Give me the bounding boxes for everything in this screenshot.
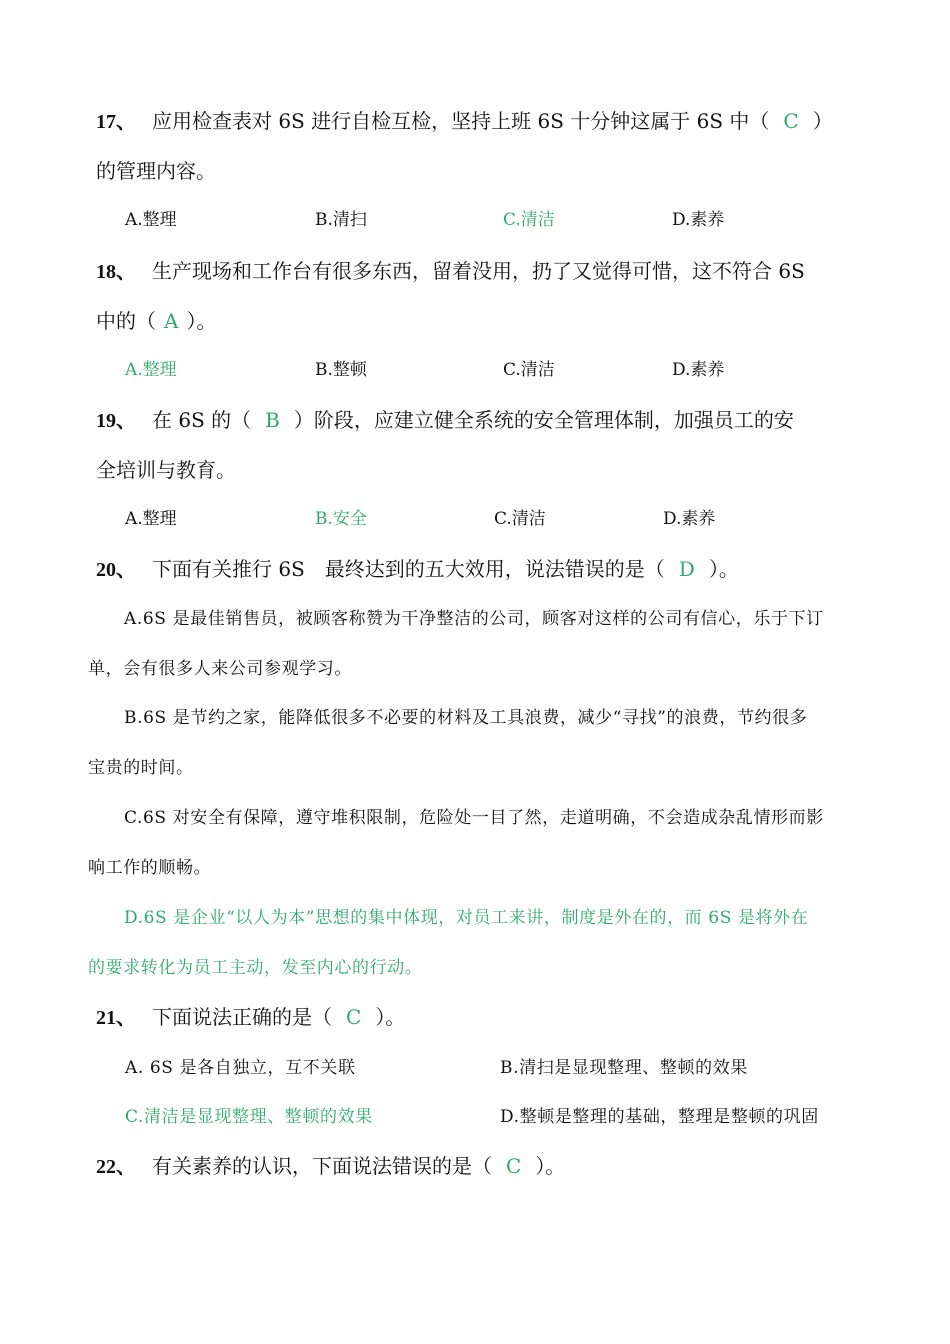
question-stem: 下面有关推行 6S 最终达到的五大效用，说法错误的是（ bbox=[152, 557, 665, 581]
option-d: D.素养 bbox=[663, 509, 716, 529]
option-d: D.素养 bbox=[672, 210, 725, 230]
question-stem: 下面说法正确的是（ bbox=[152, 1005, 332, 1029]
option-c: C.清洁 bbox=[503, 360, 555, 380]
option-c: C.清洁 bbox=[494, 509, 546, 529]
option-c-correct: C.清洁 bbox=[503, 210, 555, 230]
paragraph-line: 响工作的顺畅。 bbox=[88, 858, 212, 878]
option-d: D.素养 bbox=[672, 360, 725, 380]
question-number: 21、 bbox=[96, 1007, 136, 1029]
question-stem-end: ）。 bbox=[708, 557, 739, 581]
question-stem: 有关素养的认识，下面说法错误的是（ bbox=[152, 1154, 492, 1178]
answer-letter: C bbox=[346, 1005, 362, 1029]
paragraph-line: C.6S 对安全有保障，遵守堆积限制，危险处一目了然，走道明确，不会造成杂乱情形而影 bbox=[124, 808, 824, 828]
stem-part-end: ）。 bbox=[186, 309, 217, 333]
option-b: B.清扫 bbox=[315, 210, 367, 230]
question-stem: 在 6S 的（ bbox=[152, 408, 252, 432]
option-b-correct: B.安全 bbox=[315, 509, 367, 529]
option-a: A. 6S 是各自独立，互不关联 bbox=[125, 1058, 356, 1078]
question-21 bbox=[96, 992, 876, 1043]
question-stem: 生产现场和工作台有很多东西，留着没用，扔了又觉得可惜，这不符合 6S bbox=[152, 259, 805, 283]
question-20 bbox=[96, 544, 876, 595]
answer-letter: C bbox=[783, 109, 799, 133]
question-number: 18、 bbox=[96, 261, 136, 283]
question-number: 20、 bbox=[96, 559, 136, 581]
option-b: B.清扫是显现整理、整顿的效果 bbox=[500, 1058, 748, 1078]
answer-letter: B bbox=[265, 408, 280, 432]
question-stem-end: ） bbox=[812, 109, 833, 133]
option-c-correct: C.清洁是显现整理、整顿的效果 bbox=[125, 1107, 373, 1127]
question-17 bbox=[96, 96, 876, 183]
question-19 bbox=[96, 395, 876, 482]
option-d: D.整顿是整理的基础，整理是整顿的巩固 bbox=[500, 1107, 819, 1127]
question-stem-continued: 的管理内容。 bbox=[96, 159, 216, 183]
paragraph-line: D.6S 是企业“以人为本”思想的集中体现，对员工来讲，制度是外在的，而 6S 是将外在 bbox=[124, 908, 809, 928]
answer-letter: A bbox=[164, 309, 179, 333]
answer-letter: D bbox=[678, 557, 695, 581]
paragraph-line: 宝贵的时间。 bbox=[88, 758, 194, 778]
question-stem-continued: 全培训与教育。 bbox=[96, 458, 236, 482]
question-22 bbox=[96, 1141, 876, 1192]
question-number: 17、 bbox=[96, 111, 136, 133]
question-stem-end: ）。 bbox=[375, 1005, 406, 1029]
question-stem-continued bbox=[96, 296, 216, 346]
paragraph-line: A.6S 是最佳销售员，被顾客称赞为干净整洁的公司，顾客对这样的公司有信心，乐于下订 bbox=[124, 609, 824, 629]
answer-letter: C bbox=[506, 1154, 522, 1178]
question-number: 19、 bbox=[96, 410, 136, 432]
option-a: A.整理 bbox=[125, 210, 177, 230]
option-b: B.整顿 bbox=[315, 360, 367, 380]
question-stem-end: ）。 bbox=[535, 1154, 566, 1178]
question-18 bbox=[96, 246, 876, 333]
paragraph-line: B.6S 是节约之家，能降低很多不必要的材料及工具浪费，减少“寻找”的浪费，节约很多 bbox=[124, 708, 808, 728]
paragraph-line: 单，会有很多人来公司参观学习。 bbox=[88, 659, 352, 679]
option-a-correct: A.整理 bbox=[125, 360, 177, 380]
option-a: A.整理 bbox=[125, 509, 177, 529]
question-number: 22、 bbox=[96, 1156, 136, 1178]
stem-part: 中的（ bbox=[96, 309, 156, 333]
paragraph-line: 的要求转化为员工主动，发至内心的行动。 bbox=[88, 958, 423, 978]
question-stem-end: ）阶段，应建立健全系统的安全管理体制，加强员工的安 bbox=[293, 408, 794, 432]
question-stem: 应用检查表对 6S 进行自检互检，坚持上班 6S 十分钟这属于 6S 中（ bbox=[152, 109, 770, 133]
